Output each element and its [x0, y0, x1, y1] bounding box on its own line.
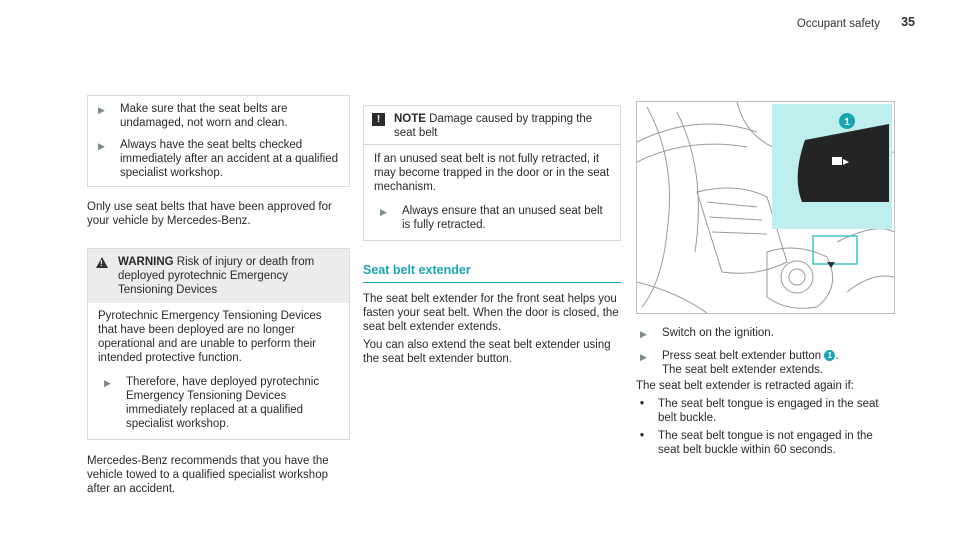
condition-list [636, 397, 894, 457]
list-item: • The seat belt tongue is not engaged in the seat belt buckle within 60 seconds. [640, 430, 873, 456]
seat-belt-extender-illustration [636, 101, 895, 314]
instruction-step: ▶ Make sure that the seat belts are undamaged, not worn and clean. [98, 103, 288, 129]
play-arrow-icon: ▶ [640, 329, 647, 339]
notice-title: Damage caused by trapping the seat belt [394, 113, 593, 139]
notice-header [364, 106, 620, 144]
paragraph: The seat belt extender is retracted again if: [636, 380, 854, 392]
column-3 [636, 101, 894, 461]
page-number: 35 [901, 15, 915, 29]
dashboard-line-drawing [637, 102, 894, 313]
section-title: Seat belt extender [363, 263, 621, 283]
play-arrow-icon: ▶ [380, 207, 387, 217]
play-arrow-icon: ▶ [640, 352, 647, 362]
instruction-step: ▶ Therefore, have deployed pyrotechnic Emergency Tensioning Devices immediately replaced at a qualified specialist workshop. [98, 375, 341, 431]
play-arrow-icon: ▶ [104, 378, 111, 388]
instruction-step: ▶ Press seat belt extender button 1 . The seat belt extender extends. [640, 350, 839, 376]
warning-title: Risk of injury or death from deployed pyrotechnic Emergency Tensioning Devices [118, 256, 315, 296]
warning-body: Pyrotechnic Emergency Tensioning Devices that have been deployed are no longer operational and are unable to perform their intended protective function. ▶ Therefore, have deployed pyrotechnic Emergency Tensioning Devices immediately replaced at a qualified specialist workshop. [88, 303, 349, 439]
paragraph: Only use seat belts that have been approved for your vehicle by Mercedes-Benz. [87, 201, 332, 227]
warning-header [88, 249, 349, 303]
instruction-step: ▶ Switch on the ignition. [640, 327, 774, 339]
paragraph: Mercedes-Benz recommends that you have the vehicle towed to a qualified specialist workshop after an accident. [87, 455, 329, 495]
play-arrow-icon: ▶ [98, 141, 105, 151]
play-arrow-icon: ▶ [98, 105, 105, 115]
notice-box [363, 105, 621, 241]
list-item: • The seat belt tongue is engaged in the seat belt buckle. [640, 398, 879, 424]
column-2 [363, 105, 621, 366]
warning-box [87, 248, 350, 440]
exclamation-square-icon: ! [372, 113, 385, 126]
paragraph: The seat belt extender for the front seat helps you fasten your seat belt. When the door is closed, the seat belt extender extends. [363, 293, 619, 333]
instruction-step: ▶ Always ensure that an unused seat belt is fully retracted. [374, 204, 612, 232]
paragraph: You can also extend the seat belt extender using the seat belt extender button. [363, 339, 611, 365]
running-header: Occupant safety [796, 18, 880, 30]
callout-badge: 1 [824, 350, 835, 361]
warning-label: WARNING [118, 256, 174, 268]
step-result: The seat belt extender extends. [662, 364, 824, 376]
figure-callout: 1 [844, 117, 850, 128]
instruction-box [87, 95, 350, 187]
notice-body: If an unused seat belt is not fully retracted, it may become trapped in the door or in the seat mechanism. ▶ Always ensure that an unused seat belt is fully retracted. [364, 144, 620, 240]
warning-triangle-icon: ! [96, 257, 108, 268]
column-1 [87, 95, 350, 496]
notice-label: NOTE [394, 113, 426, 125]
instruction-step: ▶ Always have the seat belts checked immediately after an accident at a qualified specialist workshop. [98, 139, 338, 179]
